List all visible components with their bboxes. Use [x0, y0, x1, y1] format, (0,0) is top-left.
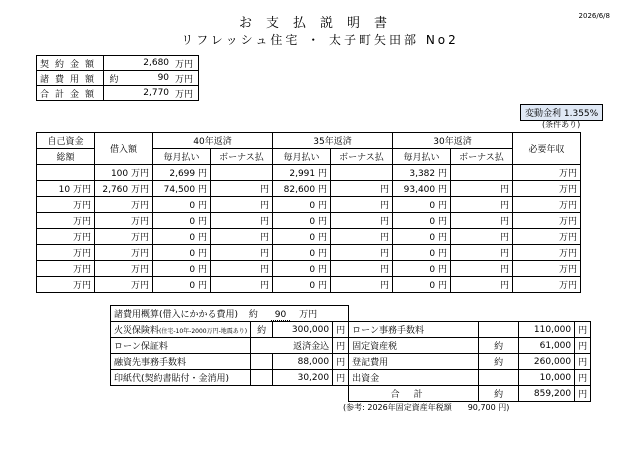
- loan-cell-b35: 円: [331, 197, 393, 213]
- fire-label: 火災保険料: [114, 326, 160, 336]
- loan-cell-m40: 0 円: [153, 197, 211, 213]
- loan-fee-label: ローン事務手数料: [349, 322, 479, 338]
- loan-row: [37, 165, 581, 181]
- empty-cell: [349, 306, 591, 322]
- summary-prefix: 約: [104, 71, 125, 86]
- summary-unit: 万円: [172, 71, 199, 86]
- estimate-unit: 万円: [299, 310, 318, 320]
- loan-cell-b30: 円: [451, 229, 513, 245]
- loan-fee-prefix: [479, 322, 519, 338]
- contribution-yen: 円: [575, 370, 591, 386]
- guarantee-label: ローン保証料: [111, 338, 251, 354]
- loan-cell-m30: 0 円: [393, 213, 451, 229]
- broker-value: 88,000: [273, 354, 333, 370]
- header-monthly-35: 毎月払い: [273, 149, 331, 165]
- fire-value: 300,000: [273, 322, 333, 338]
- loan-cell-m40: 74,500 円: [153, 181, 211, 197]
- registration-yen: 円: [575, 354, 591, 370]
- loan-cell-b40: 円: [211, 229, 273, 245]
- summary-unit: 万円: [172, 86, 199, 101]
- rate-value: 1.355%: [563, 109, 599, 119]
- loan-row: [37, 181, 581, 197]
- loan-cell-b40: 円: [211, 181, 273, 197]
- loan-cell-income: 万円: [513, 229, 581, 245]
- empty-cell: [111, 386, 349, 402]
- broker-yen: 円: [333, 354, 349, 370]
- loan-fee-value: 110,000: [519, 322, 575, 338]
- loan-cell-loan: 万円: [95, 197, 153, 213]
- loan-cell-m35: 0 円: [273, 197, 331, 213]
- fixed-tax-yen: 円: [575, 338, 591, 354]
- loan-cell-income: 万円: [513, 165, 581, 181]
- loan-cell-loan: 2,760 万円: [95, 181, 153, 197]
- loan-cell-m30: 0 円: [393, 261, 451, 277]
- loan-cell-self: 万円: [37, 229, 95, 245]
- loan-cell-b30: 円: [451, 213, 513, 229]
- header-bonus-30: ボーナス払: [451, 149, 513, 165]
- loan-cell-m40: 2,699 円: [153, 165, 211, 181]
- contribution-label: 出資金: [349, 370, 479, 386]
- registration-label: 登記費用: [349, 354, 479, 370]
- loan-cell-income: 万円: [513, 197, 581, 213]
- summary-label: 合計金額: [37, 86, 104, 101]
- total-label: 合計: [349, 386, 479, 402]
- loan-cell-loan: 万円: [95, 261, 153, 277]
- summary-unit: 万円: [172, 56, 199, 71]
- loan-cell-m35: 82,600 円: [273, 181, 331, 197]
- loan-cell-m40: 0 円: [153, 261, 211, 277]
- header-40y: 40年返済: [153, 133, 273, 149]
- loan-cell-b40: [211, 165, 273, 181]
- loan-cell-self: 10 万円: [37, 181, 95, 197]
- header-monthly-40: 毎月払い: [153, 149, 211, 165]
- loan-cell-loan: 万円: [95, 277, 153, 293]
- header-self-funds: 自己資金: [37, 133, 95, 149]
- header-bonus-35: ボーナス払: [331, 149, 393, 165]
- total-prefix: 約: [479, 386, 519, 402]
- loan-cell-b35: 円: [331, 261, 393, 277]
- loan-cell-m40: 0 円: [153, 229, 211, 245]
- loan-cell-b35: [331, 165, 393, 181]
- total-yen: 円: [575, 386, 591, 402]
- loan-cell-m35: 0 円: [273, 245, 331, 261]
- contribution-prefix: [479, 370, 519, 386]
- loan-cell-b35: 円: [331, 213, 393, 229]
- contribution-value: 10,000: [519, 370, 575, 386]
- loan-cell-loan: 万円: [95, 213, 153, 229]
- stamp-yen: 円: [333, 370, 349, 386]
- summary-row: [37, 86, 199, 101]
- summary-amount: 90: [124, 71, 172, 86]
- summary-amount: 2,770: [124, 86, 172, 101]
- loan-table: [36, 132, 581, 293]
- guarantee-yen: 円: [333, 338, 349, 354]
- loan-row: [37, 197, 581, 213]
- registration-value: 260,000: [519, 354, 575, 370]
- broker-prefix: [251, 354, 273, 370]
- header-bonus-40: ボーナス払: [211, 149, 273, 165]
- rate-label: 変動金利: [525, 109, 562, 119]
- fixed-tax-value: 61,000: [519, 338, 575, 354]
- loan-cell-m35: 0 円: [273, 261, 331, 277]
- loan-cell-income: 万円: [513, 213, 581, 229]
- estimate-label: 諸費用概算(借入にかかる費用): [114, 310, 239, 320]
- loan-cell-b30: 円: [451, 245, 513, 261]
- cost-estimate: [111, 306, 349, 322]
- header-monthly-30: 毎月払い: [393, 149, 451, 165]
- header-income: 必要年収: [513, 133, 581, 165]
- loan-cell-b40: 円: [211, 245, 273, 261]
- loan-cell-b35: 円: [331, 277, 393, 293]
- property-subtitle: リフレッシュ住宅 ・ 太子町矢田部 No2: [181, 33, 459, 47]
- fixed-tax-prefix: 約: [479, 338, 519, 354]
- summary-table: [36, 55, 199, 101]
- loan-row: [37, 277, 581, 293]
- costs-table: [110, 305, 591, 402]
- loan-cell-b35: 円: [331, 181, 393, 197]
- loan-cell-b30: 円: [451, 181, 513, 197]
- fire-prefix: 約: [251, 322, 273, 338]
- loan-cell-income: 万円: [513, 181, 581, 197]
- header-total: 総額: [37, 149, 95, 165]
- loan-cell-income: 万円: [513, 261, 581, 277]
- summary-row: [37, 71, 199, 86]
- loan-cell-m30: 0 円: [393, 229, 451, 245]
- document-date: 2026/6/8: [578, 12, 610, 20]
- fire-note: (住宅-10年-2000万円-地震あり): [159, 328, 248, 335]
- total-value: 859,200: [519, 386, 575, 402]
- loan-cell-m30: 0 円: [393, 277, 451, 293]
- loan-cell-m35: 0 円: [273, 229, 331, 245]
- loan-cell-m40: 0 円: [153, 213, 211, 229]
- loan-cell-self: 万円: [37, 261, 95, 277]
- fire-label-cell: [111, 322, 251, 338]
- tax-reference-note: (参考: 2026年固定資産年税額 90,700 円): [343, 403, 510, 412]
- summary-label: 契約金額: [37, 56, 104, 71]
- loan-cell-m40: 0 円: [153, 277, 211, 293]
- header-30y: 30年返済: [393, 133, 513, 149]
- loan-cell-m30: 3,382 円: [393, 165, 451, 181]
- estimate-value: 90: [271, 310, 290, 321]
- loan-cell-b30: [451, 165, 513, 181]
- fixed-tax-label: 固定資産税: [349, 338, 479, 354]
- broker-label: 融資先事務手数料: [111, 354, 251, 370]
- loan-row: [37, 213, 581, 229]
- loan-row: [37, 245, 581, 261]
- loan-cell-m35: 0 円: [273, 277, 331, 293]
- loan-cell-income: 万円: [513, 277, 581, 293]
- loan-cell-m30: 0 円: [393, 245, 451, 261]
- loan-cell-b30: 円: [451, 261, 513, 277]
- loan-cell-m30: 0 円: [393, 197, 451, 213]
- header-loan: 借入額: [95, 133, 153, 165]
- loan-row: [37, 229, 581, 245]
- loan-cell-self: 万円: [37, 277, 95, 293]
- registration-prefix: 約: [479, 354, 519, 370]
- loan-cell-m30: 93,400 円: [393, 181, 451, 197]
- loan-cell-loan: 万円: [95, 245, 153, 261]
- loan-cell-loan: 万円: [95, 229, 153, 245]
- document-title: お支払説明書: [238, 16, 401, 31]
- summary-label: 諸費用額: [37, 71, 104, 86]
- fire-yen: 円: [333, 322, 349, 338]
- summary-prefix: [104, 56, 125, 71]
- loan-cell-b30: 円: [451, 277, 513, 293]
- loan-cell-m40: 0 円: [153, 245, 211, 261]
- loan-cell-self: 万円: [37, 213, 95, 229]
- loan-cell-b40: 円: [211, 261, 273, 277]
- loan-cell-b40: 円: [211, 197, 273, 213]
- loan-cell-b40: 円: [211, 213, 273, 229]
- loan-cell-income: 万円: [513, 245, 581, 261]
- stamp-prefix: [251, 370, 273, 386]
- loan-fee-yen: 円: [575, 322, 591, 338]
- loan-cell-b30: 円: [451, 197, 513, 213]
- estimate-prefix: 約: [248, 310, 258, 320]
- guarantee-value: 返済金込: [251, 338, 333, 354]
- loan-cell-self: 万円: [37, 197, 95, 213]
- rate-note: (条件あり): [542, 120, 581, 129]
- summary-prefix: [104, 86, 125, 101]
- loan-cell-m35: 2,991 円: [273, 165, 331, 181]
- loan-cell-self: [37, 165, 95, 181]
- loan-cell-b35: 円: [331, 229, 393, 245]
- loan-row: [37, 261, 581, 277]
- stamp-label: 印紙代(契約書貼付・金消用): [111, 370, 251, 386]
- loan-cell-b35: 円: [331, 245, 393, 261]
- loan-cell-b40: 円: [211, 277, 273, 293]
- stamp-value: 30,200: [273, 370, 333, 386]
- summary-amount: 2,680: [124, 56, 172, 71]
- loan-cell-loan: 100 万円: [95, 165, 153, 181]
- loan-cell-m35: 0 円: [273, 213, 331, 229]
- header-35y: 35年返済: [273, 133, 393, 149]
- summary-row: [37, 56, 199, 71]
- loan-cell-self: 万円: [37, 245, 95, 261]
